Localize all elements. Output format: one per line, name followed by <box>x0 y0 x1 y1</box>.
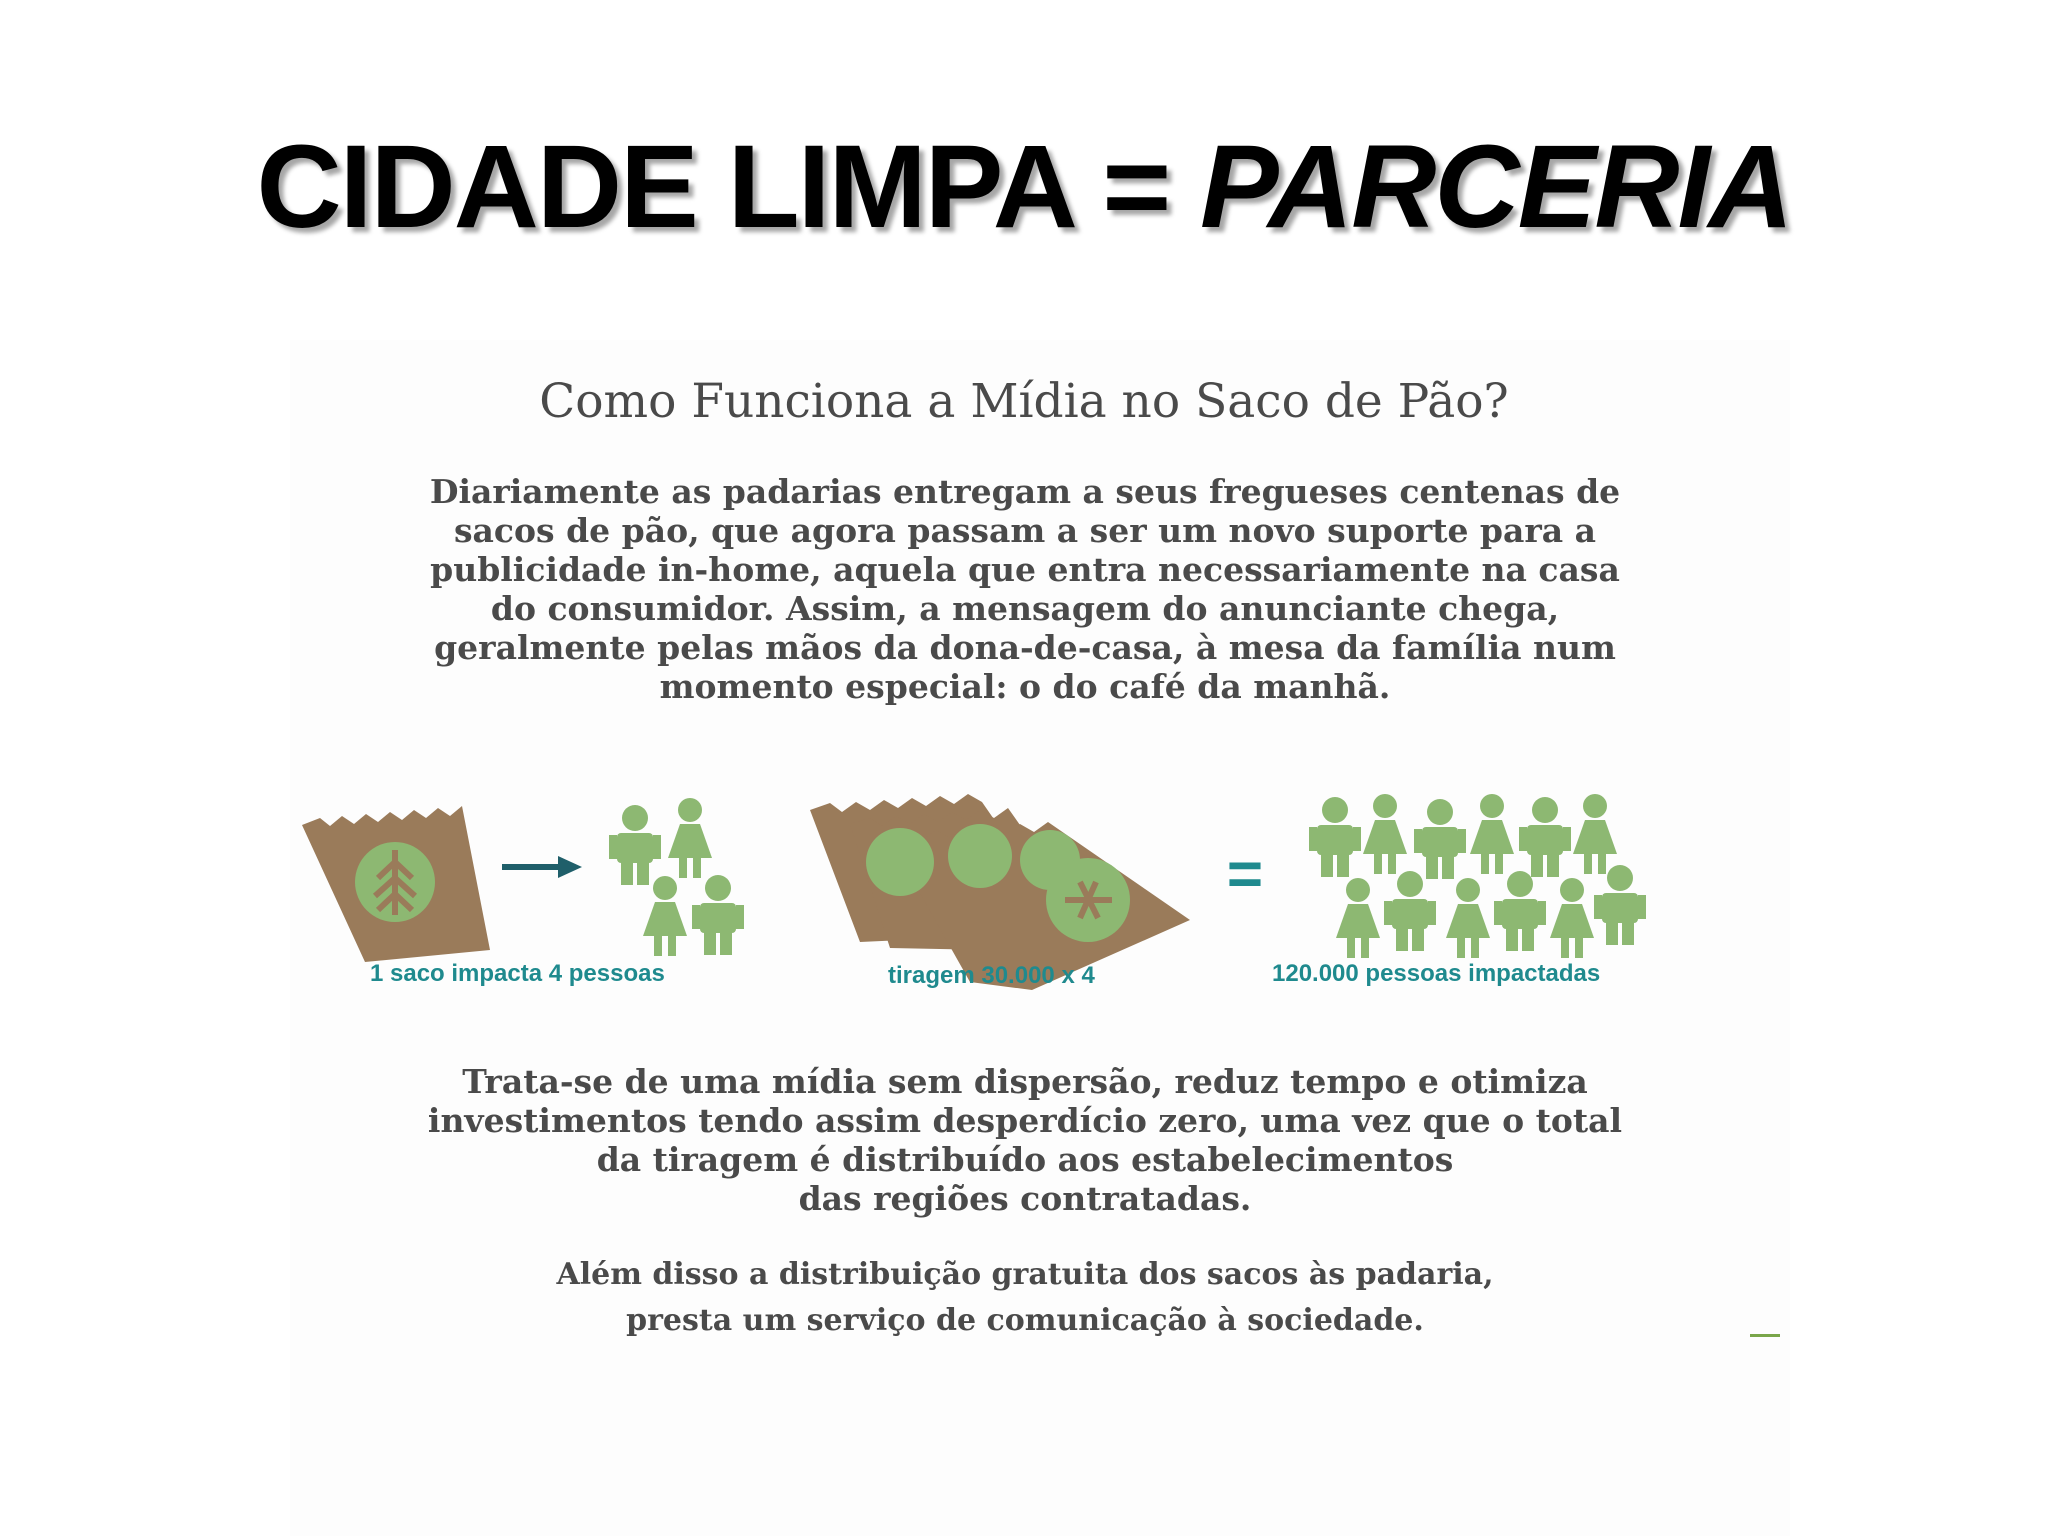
caption-one-bag: 1 saco impacta 4 pessoas <box>370 960 665 987</box>
paragraph-2-line: das regiões contratadas. <box>798 1179 1252 1218</box>
paragraph-1-line: publicidade in-home, aquela que entra necessariamente na casa <box>430 550 1620 589</box>
paragraph-2-line: investimentos tendo assim desperdício zero, uma vez que o total <box>427 1101 1623 1140</box>
paragraph-1-line: sacos de pão, que agora passam a ser um novo suporte para a <box>453 511 1597 550</box>
people-crowd-icon <box>1309 794 1646 958</box>
paragraph-2-line: Trata-se de uma mídia sem dispersão, reduz tempo e otimiza <box>462 1062 1588 1101</box>
paragraph-1-line: Diariamente as padarias entregam a seus fregueses centenas de <box>429 472 1621 511</box>
paragraph-2-line: da tiragem é distribuído aos estabelecimentos <box>596 1140 1454 1179</box>
equals-sign: = <box>1226 840 1264 909</box>
paragraph-3-line: presta um serviço de comunicação à sociedade. <box>626 1303 1424 1338</box>
paragraph-1-line: geralmente pelas mãos da dona-de-casa, à mesa da família num <box>434 628 1616 667</box>
arrow-right-icon <box>502 856 582 878</box>
paragraph-1-line: momento especial: o do café da manhã. <box>659 667 1391 706</box>
bread-bags-stack-icon <box>810 794 1190 990</box>
title-separator: = <box>1071 121 1201 253</box>
paragraph-1-line: do consumidor. Assim, a mensagem do anunciante chega, <box>490 589 1560 628</box>
bread-bag-icon <box>302 806 490 962</box>
caption-people-impacted: 120.000 pessoas impactadas <box>1272 960 1601 987</box>
title-part-2: PARCERIA <box>1200 121 1792 253</box>
paragraph-3 <box>300 1252 1750 1344</box>
title-part-1: CIDADE LIMPA <box>256 121 1072 253</box>
headline: Como Funciona a Mídia no Saco de Pão? <box>539 374 1509 429</box>
people-group-small-icon <box>609 798 744 956</box>
caption-print-run: tiragem 30.000 x 4 <box>888 962 1095 989</box>
paragraph-2 <box>300 1062 1750 1218</box>
decorative-dash <box>1750 1334 1780 1337</box>
paragraph-1 <box>300 472 1750 706</box>
paragraph-3-line: Além disso a distribuição gratuita dos sacos às padaria, <box>556 1257 1494 1292</box>
slide-title <box>0 121 2048 253</box>
